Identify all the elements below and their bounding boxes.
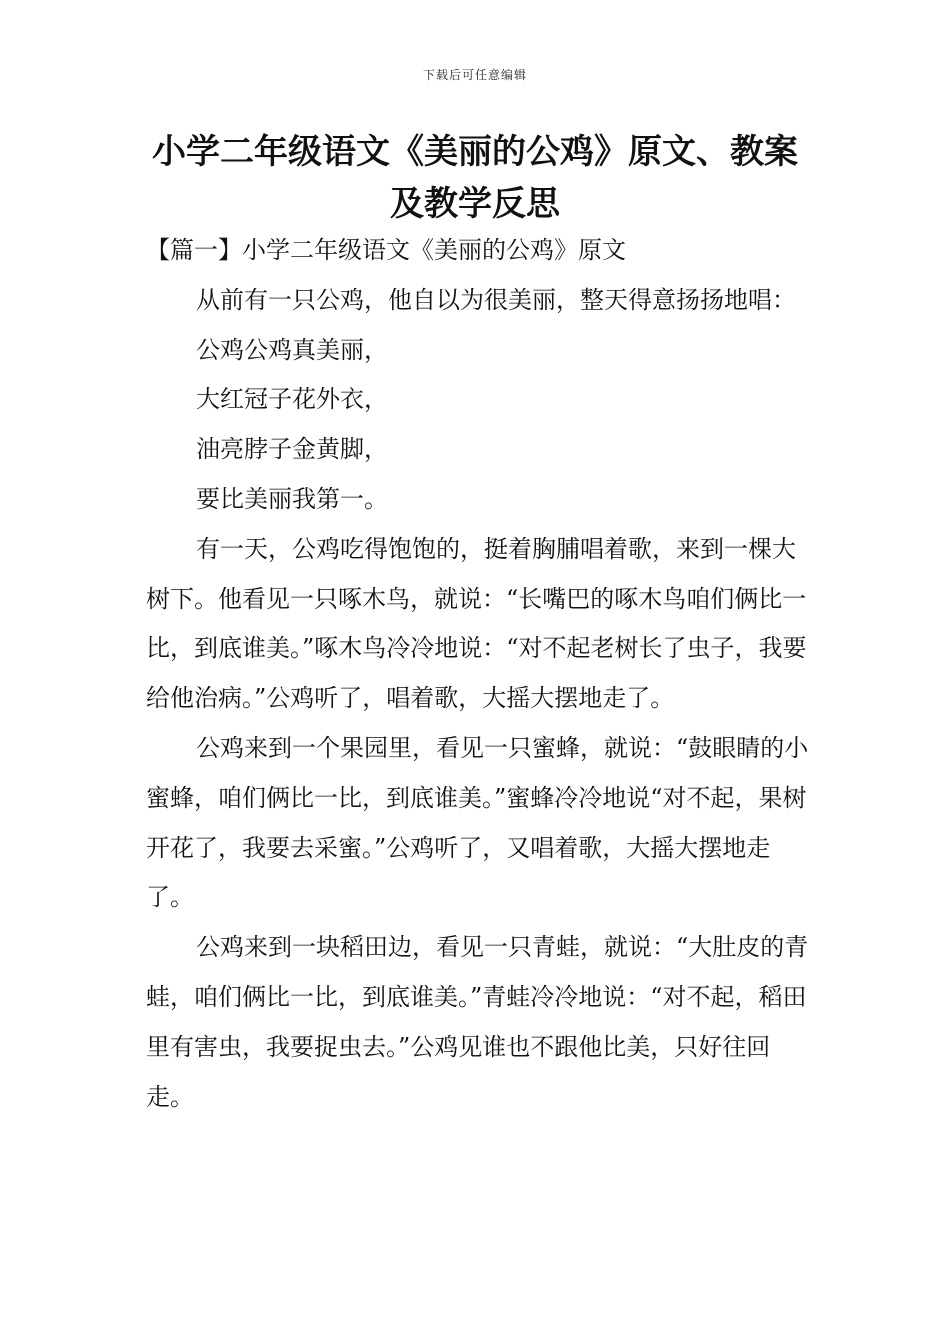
poem-line-2: 大红冠子花外衣， (196, 385, 388, 414)
paragraph-intro: 从前有一只公鸡，他自以为很美丽，整天得意扬扬地唱： (196, 285, 796, 314)
paragraph-woodpecker: 有一天，公鸡吃得饱饱的，挺着胸脯唱着歌，来到一棵大树下。他看见一只啄木鸟，就说：“长嘴巴的啄木鸟咱们俩比一比，到底谁美。”啄木鸟冷冷地说：“对不起老树长了虫子，我要给他治病。”公鸡听了，唱着歌，大摇大摆地走了。 (146, 534, 807, 713)
section-heading: 【篇一】小学二年级语文《美丽的公鸡》原文 (146, 236, 626, 264)
poem-line-3: 油亮脖子金黄脚， (196, 435, 388, 464)
document-title: 小学二年级语文《美丽的公鸡》原文、教案及教学反思 (152, 132, 798, 224)
paragraph-bee: 公鸡来到一个果园里，看见一只蜜蜂，就说：“鼓眼睛的小蜜蜂，咱们俩比一比，到底谁美。”蜜蜂冷冷地说“对不起，果树开花了，我要去采蜜。”公鸡听了，又唱着歌，大摇大摆地走了。 (146, 733, 809, 912)
header-note: 下载后可任意编辑 (422, 68, 527, 82)
paragraph-frog: 公鸡来到一块稻田边，看见一只青蛙，就说：“大肚皮的青蛙，咱们俩比一比，到底谁美。”青蛙冷冷地说：“对不起，稻田里有害虫，我要捉虫去。”公鸡见谁也不跟他比美，只好往回走。 (146, 933, 809, 1111)
poem-line-1: 公鸡公鸡真美丽， (196, 335, 388, 364)
poem-line-4: 要比美丽我第一。 (196, 484, 388, 513)
document-body (146, 226, 810, 1122)
